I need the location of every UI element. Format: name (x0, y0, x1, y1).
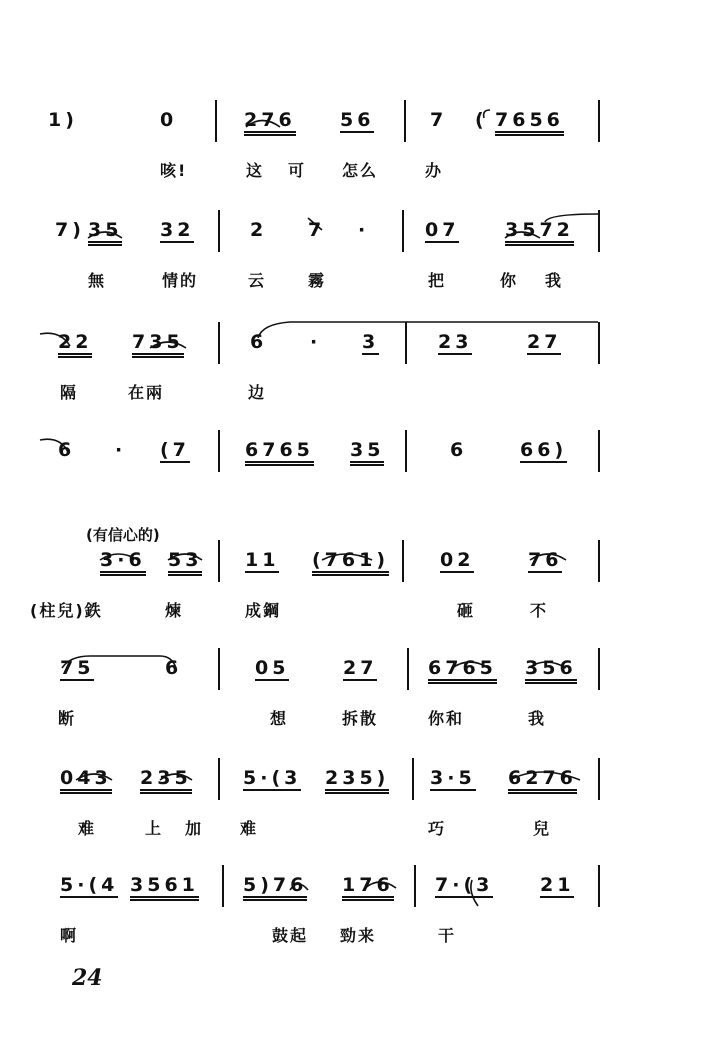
lyric: 边 (248, 383, 267, 402)
lyric: 在兩 (128, 383, 165, 402)
lyric: 干 (438, 926, 457, 945)
notation-group: 6276 (508, 768, 577, 794)
lyric: 勁来 (340, 926, 377, 945)
lyric: 無 (88, 271, 107, 290)
lyric: 砸 (457, 601, 476, 620)
notation-group: 6 (165, 657, 183, 679)
lyric: 这 (246, 161, 265, 180)
notation-group: 7·(3 (435, 874, 494, 896)
notation-group: · (115, 439, 127, 461)
notation-group: 6 (58, 439, 76, 461)
notation-group: 5·(3 (243, 767, 302, 789)
notation-group: 7656 (495, 110, 564, 136)
notation-group: 3572 (505, 220, 574, 246)
notation-group: 27 (527, 331, 562, 353)
notation-group: 7 (308, 219, 326, 241)
lyric: 你 (500, 271, 519, 290)
lyric: 啊 (60, 926, 79, 945)
notation-group: 27 (343, 657, 378, 679)
lyric: 煉 (165, 601, 184, 620)
notation-group: (7 (160, 439, 190, 461)
notation-group: (761) (312, 550, 389, 576)
page-number: 24 (72, 965, 103, 991)
notation-group: · (358, 219, 370, 241)
notation-group: 235 (140, 768, 192, 794)
lyric: 怎么 (342, 161, 379, 180)
notation-group: 6765 (245, 440, 314, 466)
notation-group: 735 (132, 332, 184, 358)
lyric: 我 (528, 709, 547, 728)
lyric: 霧 (308, 271, 327, 290)
lyric: 可 (288, 161, 307, 180)
notation-group: 23 (438, 331, 473, 353)
notation-group: 6 (250, 331, 268, 353)
lyric: 隔 (60, 383, 79, 402)
notation-group: 75 (60, 657, 95, 679)
notation-group: 0 (160, 109, 178, 131)
notation-group: 05 (255, 657, 290, 679)
notation-group: 3561 (130, 875, 199, 901)
lyric: 不 (530, 601, 549, 620)
notation-group: 56 (340, 109, 375, 131)
notation-group: 7 (430, 109, 448, 131)
notation-group: 276 (244, 110, 296, 136)
notation-group: 1) (48, 109, 78, 131)
notation-group: 356 (525, 658, 577, 684)
notation-group: 043 (60, 768, 112, 794)
lyric: 办 (425, 161, 444, 180)
notation-group: ( (475, 109, 488, 131)
notation-group: 176 (342, 875, 394, 901)
notation-group: 21 (540, 874, 575, 896)
notation-group: 53 (168, 550, 202, 576)
expression-annotation: (有信心的) (86, 526, 160, 544)
lyric: 我 (545, 271, 564, 290)
notation-group: 66) (520, 439, 568, 461)
notation-group: 6765 (428, 658, 497, 684)
lyric: 加 (185, 819, 204, 838)
notation-group: 235) (325, 768, 389, 794)
lyric: 上 (145, 819, 164, 838)
notation-group: 3·6 (100, 550, 146, 576)
notation-group: 5·(4 (60, 874, 119, 896)
lyric: 云 (248, 271, 267, 290)
notation-group: 3 (362, 331, 380, 353)
notation-group: 6 (450, 439, 468, 461)
lyric: 鼓起 (272, 926, 309, 945)
notation-group: · (310, 331, 322, 353)
lyric: 难 (240, 819, 259, 838)
notation-group: 02 (440, 549, 475, 571)
lyric: 咳! (160, 161, 188, 180)
notation-group: 5)76 (243, 875, 307, 901)
notation-group: 3·5 (430, 767, 476, 789)
notation-group: 2 (250, 219, 268, 241)
lyric: 巧 (428, 819, 447, 838)
lyric: 你和 (428, 709, 465, 728)
lyric: 情的 (162, 271, 199, 290)
lyric: 拆散 (342, 709, 379, 728)
lyric: 成鋼 (245, 601, 282, 620)
notation-group: 35 (88, 220, 122, 246)
notation-group: 7) (55, 219, 85, 241)
lyric: 难 (78, 819, 97, 838)
notation-group: 07 (425, 219, 460, 241)
lyric: 把 (428, 271, 447, 290)
notation-group: 22 (58, 332, 92, 358)
notation-group: 32 (160, 219, 195, 241)
lyric: 断 (58, 709, 77, 728)
lyric: (柱兒)鉄 (30, 601, 103, 620)
notation-group: 35 (350, 440, 384, 466)
notation-group: 76 (528, 549, 563, 571)
lyric: 想 (270, 709, 289, 728)
lyric: 兒 (533, 819, 552, 838)
notation-group: 11 (245, 549, 280, 571)
